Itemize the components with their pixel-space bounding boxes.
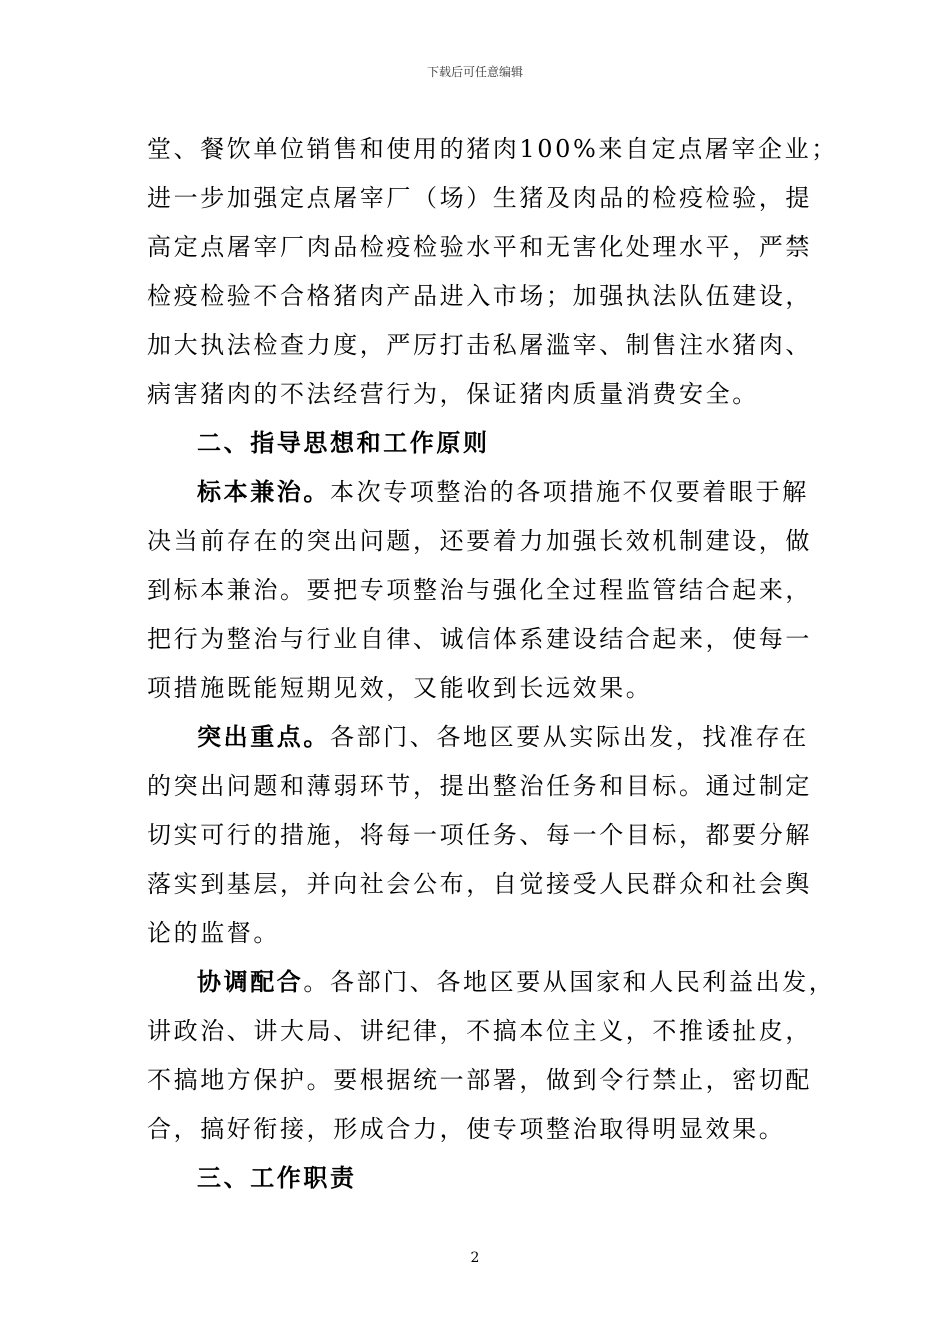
body-line: 加大执法检查力度，严厉打击私屠滥宰、制售注水猪肉、 — [147, 331, 812, 359]
body-line: 落实到基层，并向社会公布，自觉接受人民群众和社会舆 — [147, 870, 812, 898]
page-number: 2 — [470, 1250, 480, 1266]
body-line: 堂、餐饮单位销售和使用的猪肉100%来自定点屠宰企业； — [147, 135, 838, 163]
body-line: 病害猪肉的不法经营行为，保证猪肉质量消费安全。 — [147, 380, 759, 408]
paragraph-first-line: 突出重点。各部门、各地区要从实际出发，找准存在 — [197, 723, 809, 751]
section-heading: 三、工作职责 — [197, 1164, 357, 1192]
body-line: 不搞地方保护。要根据统一部署，做到令行禁止，密切配 — [147, 1066, 812, 1094]
body-line: 到标本兼治。要把专项整治与强化全过程监管结合起来， — [147, 576, 812, 604]
body-line: 讲政治、讲大局、讲纪律，不搞本位主义，不推诿扯皮， — [147, 1017, 812, 1045]
page-header: 下载后可任意编辑 — [426, 65, 523, 79]
body-line: 项措施既能短期见效，又能收到长远效果。 — [147, 674, 653, 702]
body-line: 决当前存在的突出问题，还要着力加强长效机制建设，做 — [147, 527, 812, 555]
principle-title: 标本兼治。 — [197, 478, 330, 506]
body-line: 合，搞好衔接，形成合力，使专项整治取得明显效果。 — [147, 1115, 786, 1143]
body-line: 切实可行的措施，将每一项任务、每一个目标，都要分解 — [147, 821, 812, 849]
body-line: 论的监督。 — [147, 919, 280, 947]
section-heading: 二、指导思想和工作原则 — [197, 429, 490, 457]
body-line: 进一步加强定点屠宰厂（场）生猪及肉品的检疫检验，提 — [147, 184, 812, 212]
paragraph-first-line: 协调配合。各部门、各地区要从国家和人民利益出发， — [197, 968, 836, 996]
principle-title: 突出重点。 — [197, 723, 330, 751]
body-line: 高定点屠宰厂肉品检疫检验水平和无害化处理水平，严禁 — [147, 233, 812, 261]
principle-title: 协调配合 — [197, 968, 304, 996]
paragraph-first-line: 标本兼治。本次专项整治的各项措施不仅要着眼于解 — [197, 478, 809, 506]
body-line: 检疫检验不合格猪肉产品进入市场；加强执法队伍建设， — [147, 282, 812, 310]
body-line: 的突出问题和薄弱环节，提出整治任务和目标。通过制定 — [147, 772, 812, 800]
body-line: 把行为整治与行业自律、诚信体系建设结合起来，使每一 — [147, 625, 812, 653]
document-body — [147, 130, 838, 1208]
